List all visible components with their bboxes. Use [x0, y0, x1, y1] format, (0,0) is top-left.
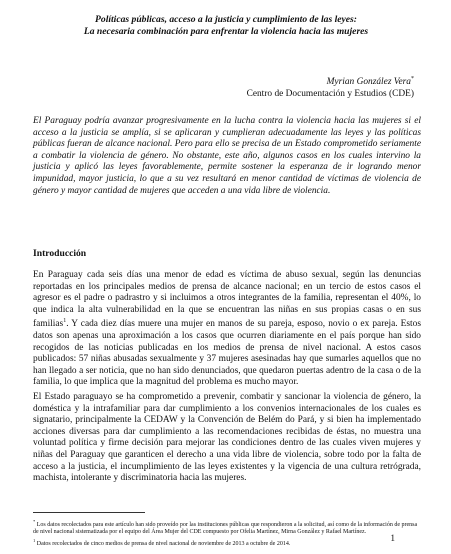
footnote-reference-1: 1: [63, 318, 67, 325]
author-affiliation: Centro de Documentación y Estudios (CDE): [246, 89, 414, 100]
footnote-item: [33, 537, 421, 548]
section-heading: Introducción: [33, 248, 87, 259]
title-line-2: La necesaria combinación para enfrentar la violencia hacia las mujeres: [83, 26, 369, 37]
footnote-text: Los datos recolectados para este artículo han sido proveído por las instituciones públicas que respondieron a la solicitud, así como de la información de prensa de nivel nacional sistematizada por el equipo del Área Mujer del CDE compuesto por Ofelia Martínez, Mirna González y Rafael Martínez.: [33, 522, 418, 536]
abstract: El Paraguay podría avanzar progresivamente en la lucha contra la violencia hacia las mujeres si el acceso a la justicia se amplía, si se aplicaran y cumplieran adecuadamente las leyes y las políticas públicas fueran de alcance nacional. Pero para ello se precisa de un Estado comprometido seriamente a combatir la violencia de género. No obstante, este año, algunos casos en los cuales intervino la justicia y aplicó las leyes favorablemente, permite sostener la esperanza de ir logrando menor impunidad, mayor justicia, lo que a su vez resultará en menor cantidad de víctimas de violencia de género y mayor cantidad de mujeres que acceden a una vida libre de violencia.: [33, 116, 421, 196]
footnotes: [33, 518, 421, 548]
footnote-marker: 1: [33, 537, 36, 543]
footnote-marker: *: [33, 519, 36, 524]
paragraph-1-text-a: En Paraguay cada seis días una menor de edad es víctima de abuso sexual, según las denuncias reportadas en los principales medios de prensa de alcance nacional; en un tercio de estos casos el agresor es el padre o padrastro y si incluimos a otros integrantes de la familia, representan el 40%, lo que indica la alta vulnerabilidad en la que se encuentran las niñas en sus propias casas o en sus familias: [33, 270, 421, 330]
author-footnote-marker: *: [411, 76, 414, 82]
footnote-item: [33, 518, 421, 537]
page-number: 1: [390, 534, 395, 544]
title-line-1: Políticas públicas, acceso a la justicia y cumplimiento de las leyes:: [95, 14, 357, 25]
paragraph-1-text-b: . Y cada diez días muere una mujer en manos de su pareja, esposo, novio o ex pareja. Estos datos son apenas una aproximación a los casos que ocurren diariamente en el país porque han sido recogidos de las noticias publicadas en los medios de prensa de nivel nacional. A estos casos publicados: 57 niñas abusadas sexualmente y 37 mujeres asesinadas hay que sumarles aquellos que no han llegado a ser noticia, que no han sido denunciados, que quedaron puertas adentro de la casa o de la familia, lo que implica que la magnitud del problema es mucho mayor.: [33, 319, 421, 388]
author-name: Myrian González Vera: [326, 77, 411, 88]
document-title: [40, 14, 412, 38]
author-line: [154, 73, 414, 88]
paragraph-2: El Estado paraguayo se ha comprometido a prevenir, combatir y sancionar la violencia de género, la doméstica y la intrafamiliar para dar cumplimiento a los convenios internacionales de los cuales es signatario, principalmente la CEDAW y la Convención de Belém do Pará, y si bien ha implementado acciones diversas para dar cumplimiento a las recomendaciones recibidas de éstas, no muestra una voluntad política y firme decisión para mejorar las condiciones dentro de las cuales viven mujeres y niñas del Paraguay que garanticen el derecho a una vida libre de violencia, sobre todo por la falta de acceso a la justicia, el incumplimiento de las leyes existentes y la vigencia de una cultura retrógrada, machista, intolerante y discriminatoria hacia las mujeres.: [33, 392, 421, 484]
author-block: [154, 73, 414, 100]
footnote-text: Datos recolectados de cinco medios de prensa de nivel nacional de noviembre de 2013 a octubre de 2014.: [36, 540, 291, 547]
footnote-separator: [33, 512, 145, 513]
paragraph-1: [33, 270, 421, 389]
